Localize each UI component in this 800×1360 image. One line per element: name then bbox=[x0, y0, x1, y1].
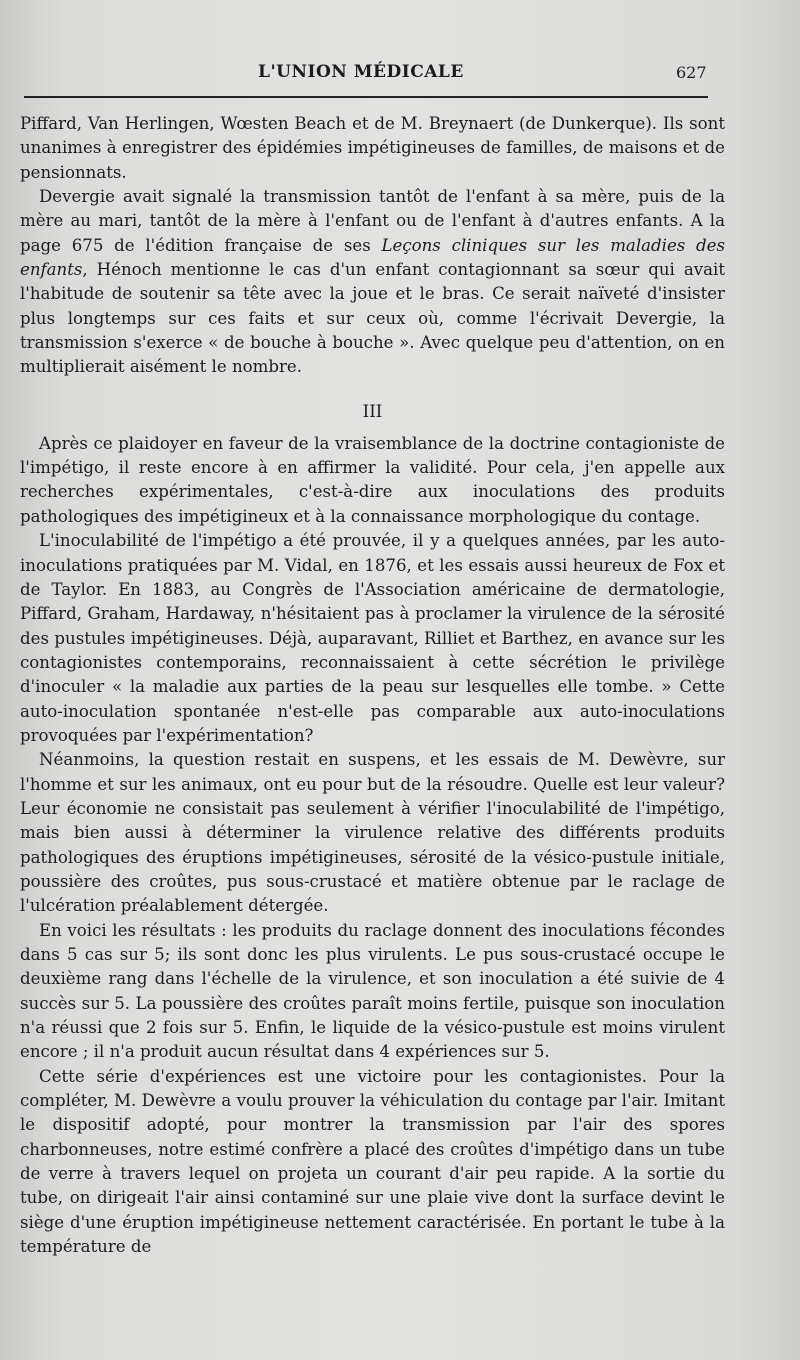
header-rule bbox=[24, 96, 708, 98]
paragraph-7: Cette série d'expériences est une victoire pour les contagionistes. Pour la compléter, M. Dewèvre a voulu prouver la véhiculation du contage par l'air. Imitant le dispositif adopté, pour montrer la transmission par l'air des spores charbonneuses, notre estimé confrère a placé des croûtes d'impétigo dans un tube de verre à travers lequel on projeta un courant d'air peu rapide. A la sortie du tube, on dirigeait l'air ainsi contaminé sur une plaie vive dont la surface devint le siège d'une éruption impétigineuse nettement caractérisée. En portant le tube à la température de bbox=[20, 1066, 725, 1257]
paragraph-6: En voici les résultats : les produits du raclage donnent des inoculations fécondes dans 5 cas sur 5; ils sont donc les plus virulents. Le pus sous-crustacé occupe le deuxième rang dans l'échelle de la virulence, et son inoculation a été suivie de 4 succès sur 5. La poussière des croûtes paraît moins fertile, puisque son inoculation n'a réussi que 2 fois sur 5. Enfin, le liquide de la vésico-pustule est moins virulent encore ; il n'a produit aucun résultat dans 4 expériences sur 5. bbox=[20, 920, 725, 1062]
paragraph-5: Néanmoins, la question restait en suspens, et les essais de M. Dewèvre, sur l'homme et sur les animaux, ont eu pour but de la résoudre. Quelle est leur valeur? Leur économie ne consistait pas seulement à vérifier l'inoculabilité de l'impétigo, mais bien aussi à déterminer la virulence relative des différents produits pathologiques des éruptions impétigineuses, sérosité de la vésico-pustule initiale, poussière des croûtes, pus sous-crustacé et matière obtenue par le raclage de l'ulcération préalablement détergée. bbox=[20, 750, 725, 916]
paragraph-3: Après ce plaidoyer en faveur de la vraisemblance de la doctrine contagioniste de l'impétigo, il reste encore à en affirmer la validité. Pour cela, j'en appelle aux recherches expérimentales, c'est-à-dire aux inoculations des produits pathologiques des impétigineux et à la connaissance morphologique du contage. bbox=[20, 433, 725, 526]
paragraph-1: Piffard, Van Herlingen, Wœsten Beach et de M. Breynaert (de Dunkerque). Ils sont unanimes à enregistrer des épidémies impétigineuses de familles, de maisons et de pensionnats. bbox=[20, 114, 725, 182]
body-text bbox=[20, 112, 725, 1259]
paragraph-4: L'inoculabilité de l'impétigo a été prouvée, il y a quelques années, par les auto-inoculations pratiquées par M. Vidal, en 1876, et les essais aussi heureux de Fox et de Taylor. En 1883, au Congrès de l'Association américaine de dermatologie, Piffard, Graham, Hardaway, n'hésitaient pas à proclamer la virulence de la sérosité des pustules impétigineuses. Déjà, auparavant, Rilliet et Barthez, en avance sur les contagionistes contemporains, reconnaissaient à cette sécrétion le privilège d'inoculer « la maladie aux parties de la peau sur lesquelles elle tombe. » Cette auto-inoculation spontanée n'est-elle pas comparable aux auto-inoculations provoquées par l'expérimentation? bbox=[20, 531, 725, 745]
page-header bbox=[0, 60, 800, 90]
paragraph-2-end: , Hénoch mentionne le cas d'un enfant contagionnant sa sœur qui avait l'habitude de soutenir sa tête avec la joue et le bras. Ce serait naïveté d'insister plus longtemps sur ces faits et sur ceux où, comme l'écrivait Devergie, la transmission s'exerce « de bouche à bouche ». Avec quelque peu d'attention, on en multiplierait aisément le nombre. bbox=[20, 260, 725, 377]
running-title: L'UNION MÉDICALE bbox=[258, 62, 464, 82]
book-title-italic: Leçons cliniques sur les maladies des enfants bbox=[20, 235, 726, 280]
paragraph-2-start: Devergie avait signalé la transmission tantôt de l'enfant à sa mère, puis de la mère au mari, tantôt de la mère à l'enfant ou de l'enfant à d'autres enfants. A la page 675 de l'édition française de ses bbox=[20, 187, 725, 255]
section-heading: III bbox=[362, 401, 383, 421]
paragraph-2 bbox=[20, 185, 725, 380]
page-number: 627 bbox=[676, 63, 707, 82]
